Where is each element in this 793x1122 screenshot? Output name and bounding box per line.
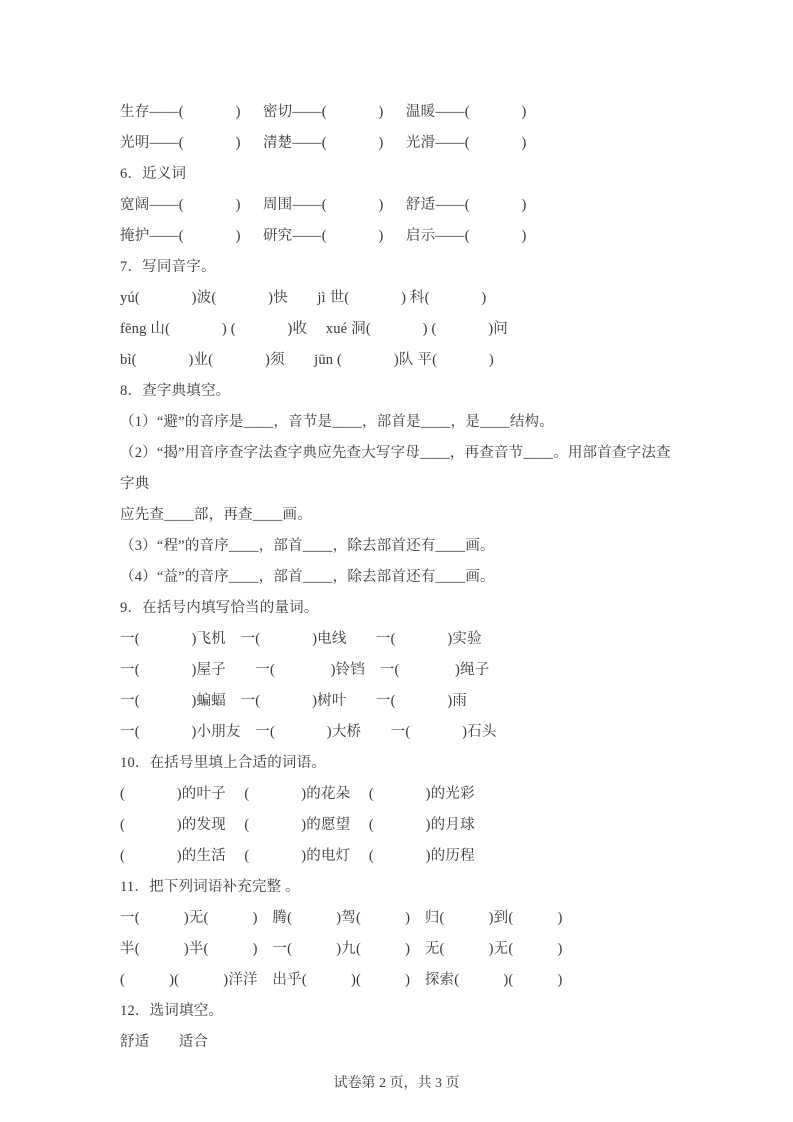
q7-homophone-row: bì( )业( )须 jūn ( )队 平( ) <box>120 352 494 368</box>
q9-measure-word-row: 一( )屋子 一( )铃铛 一( )绳子 <box>120 662 490 678</box>
q11-idiom-row: 半( )半( ) 一( )九( ) 无( )无( ) <box>120 941 563 957</box>
q7-homophone-row: fēng 山( ) ( )收 xué 洞( ) ( )问 <box>120 321 508 337</box>
question-6-heading: 6．近义词 <box>120 166 187 182</box>
q10-phrase-row: ( )的发现 ( )的愿望 ( )的月球 <box>120 817 475 833</box>
q12-word-options: 舒适 适合 <box>120 1034 209 1050</box>
question-7-heading: 7．写同音字。 <box>120 259 216 275</box>
question-11-heading: 11．把下列词语补充完整 。 <box>120 879 300 895</box>
q7-homophone-row: yú( )波( )快 jì 世( ) 科( ) <box>120 290 487 306</box>
q8-item-4: （4）“益”的音序____，部首____，除去部首还有____画。 <box>120 569 495 585</box>
q8-item-2-line-1: （2）“揭”用音序查字法查字典应先查大写字母____，再查音节____。用部首查字法查字典 <box>120 445 671 492</box>
q9-measure-word-row: 一( )飞机 一( )电线 一( )实验 <box>120 631 482 647</box>
q6-synonym-row: 掩护——( ) 研究——( ) 启示——( ) <box>120 228 527 244</box>
question-8-heading: 8．查字典填空。 <box>120 383 231 399</box>
q10-phrase-row: ( )的叶子 ( )的花朵 ( )的光彩 <box>120 786 475 802</box>
q6-synonym-row: 宽阔——( ) 周围——( ) 舒适——( ) <box>120 197 527 213</box>
question-9-heading: 9．在括号内填写恰当的量词。 <box>120 600 319 616</box>
q5-antonym-row: 生存——( ) 密切——( ) 温暖——( ) <box>120 104 527 120</box>
question-12-heading: 12．选词填空。 <box>120 1003 224 1019</box>
q9-measure-word-row: 一( )蝙蝠 一( )树叶 一( )雨 <box>120 693 468 709</box>
q8-item-1: （1）“避”的音序是____，音节是____，部首是____，是____结构。 <box>120 414 554 430</box>
q8-item-3: （3）“程”的音序____，部首____，除去部首还有____画。 <box>120 538 495 554</box>
q11-idiom-row: ( )( )洋洋 出乎( )( ) 探索( )( ) <box>120 972 563 988</box>
page-footer: 试卷第 2 页，共 3 页 <box>333 1076 460 1091</box>
q5-antonym-row: 光明——( ) 清楚——( ) 光滑——( ) <box>120 135 527 151</box>
q10-phrase-row: ( )的生活 ( )的电灯 ( )的历程 <box>120 848 475 864</box>
q9-measure-word-row: 一( )小朋友 一( )大桥 一( )石头 <box>120 724 497 740</box>
q8-item-2-line-2: 应先查____部，再查____画。 <box>120 507 312 523</box>
question-10-heading: 10．在括号里填上合适的词语。 <box>120 755 326 771</box>
questions-area <box>120 97 683 1058</box>
q11-idiom-row: 一( )无( ) 腾( )驾( ) 归( )到( ) <box>120 910 563 926</box>
